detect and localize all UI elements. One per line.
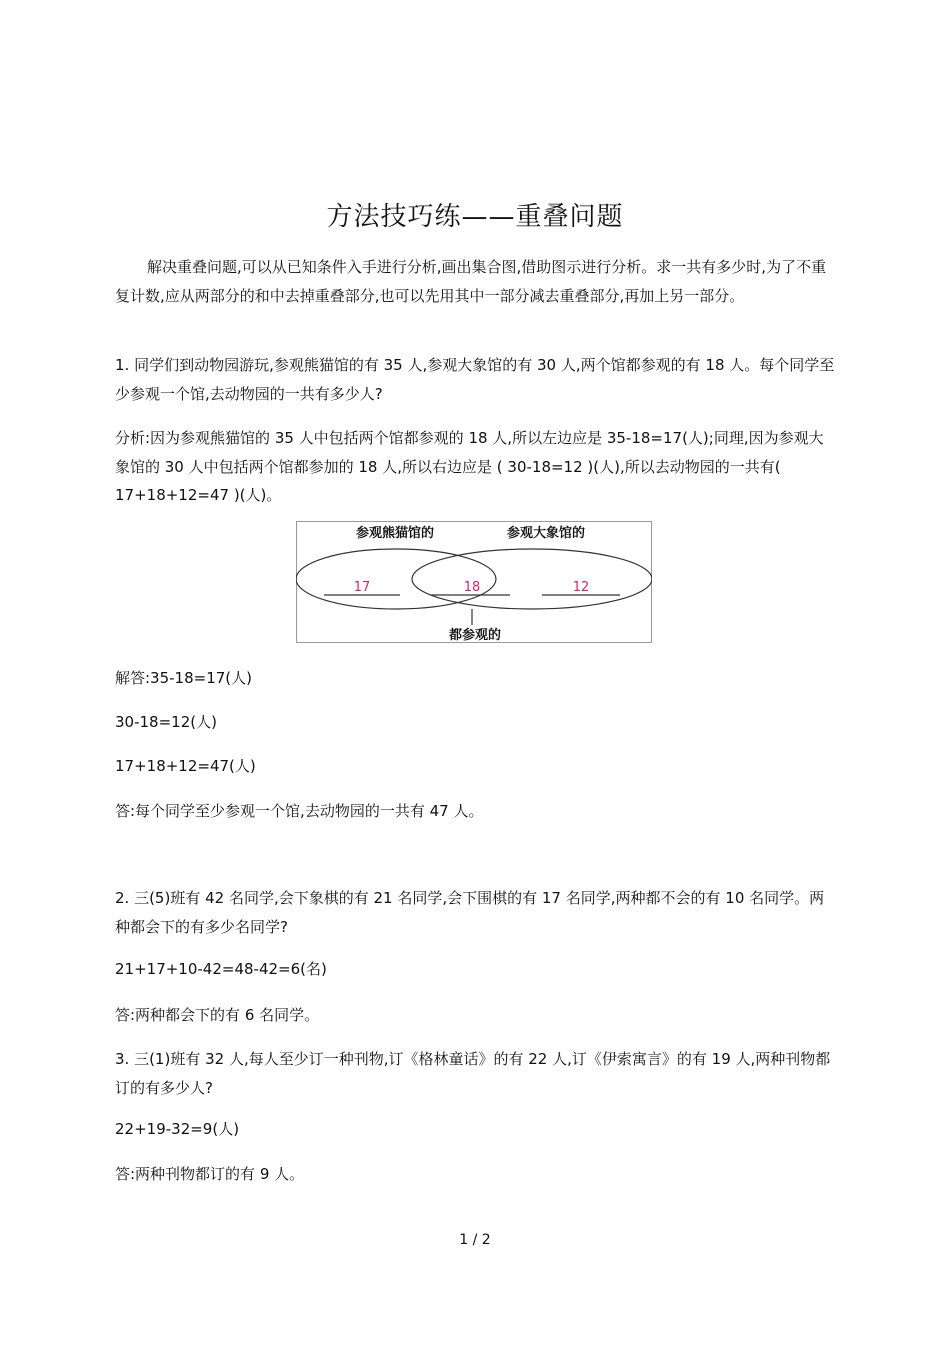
- question-3: 3. 三(1)班有 32 人,每人至少订一种刊物,订《格林童话》的有 22 人,订《伊索寓言》的有 19 人,两种刊物都订的有多少人?: [115, 1050, 831, 1097]
- intro-paragraph: 解决重叠问题,可以从已知条件入手进行分析,画出集合图,借助图示进行分析。求一共有多少时,为了不重复计数,应从两部分的和中去掉重叠部分,也可以先用其中一部分减去重叠部分,再加上另一部分。: [115, 258, 827, 305]
- right-label: 参观大象馆的: [506, 526, 586, 541]
- q1-answer: 答:每个同学至少参观一个馆,去动物园的一共有 47 人。: [115, 802, 484, 820]
- q1-solution-line-3: 17+18+12=47(人): [115, 757, 256, 775]
- q3-answer: 答:两种刊物都订的有 9 人。: [115, 1165, 305, 1183]
- page-title: 方法技巧练——重叠问题: [326, 202, 624, 232]
- left-label: 参观熊猫馆的: [355, 526, 435, 541]
- q2-answer: 答:两种都会下的有 6 名同学。: [115, 1006, 320, 1024]
- left-value: 17: [353, 580, 371, 595]
- q1-solution-line-1: 解答:35-18=17(人): [115, 669, 252, 687]
- right-value: 12: [572, 580, 590, 595]
- bottom-label: 都参观的: [448, 628, 502, 643]
- question-1: 1. 同学们到动物园游玩,参观熊猫馆的有 35 人,参观大象馆的有 30 人,两个馆都参观的有 18 人。每个同学至少参观一个馆,去动物园的一共有多少人?: [115, 356, 835, 403]
- q2-solution: 21+17+10-42=48-42=6(名): [115, 960, 327, 978]
- q1-solution-line-2: 30-18=12(人): [115, 713, 217, 731]
- question-1-analysis: 分析:因为参观熊猫馆的 35 人中包括两个馆都参观的 18 人,所以左边应是 35-18=17(人);同理,因为参观大象馆的 30 人中包括两个馆都参加的 18 人,所以右边应是 ( 30-18=12 )(人),所以去动物园的一共有( 17+18+12=47 )(人)。: [115, 429, 824, 504]
- question-2: 2. 三(5)班有 42 名同学,会下象棋的有 21 名同学,会下围棋的有 17 名同学,两种都不会的有 10 名同学。两种都会下的有多少名同学?: [115, 889, 825, 936]
- venn-diagram: [296, 521, 652, 643]
- q3-solution: 22+19-32=9(人): [115, 1120, 240, 1138]
- middle-value: 18: [463, 580, 481, 595]
- page-number: 1 / 2: [459, 1232, 491, 1248]
